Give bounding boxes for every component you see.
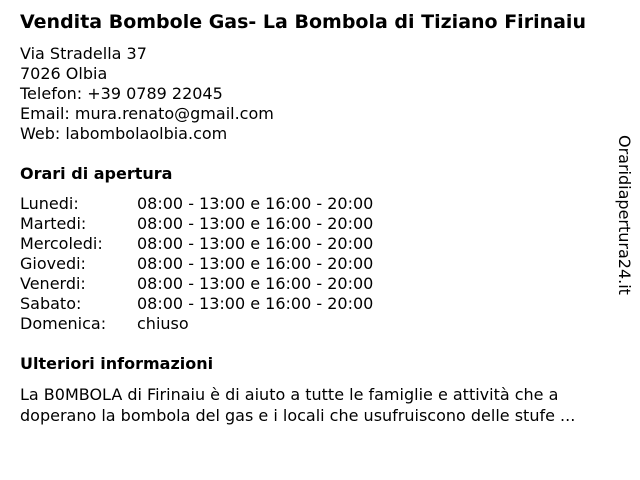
hours-row [20, 274, 610, 294]
day-label: Venerdi: [20, 274, 86, 293]
day-label: Martedi: [20, 214, 87, 233]
info-description: La B0MBOLA di Firinaiu è di aiuto a tutte le famiglie e attività che a doperano la bombola del gas e i locali che usufruiscono delle stufe ... [20, 385, 576, 425]
time-value: 08:00 - 13:00 e 16:00 - 20:00 [137, 274, 374, 293]
hours-row [20, 194, 610, 214]
postal-city: 7026 Olbia [20, 64, 108, 83]
time-value: 08:00 - 13:00 e 16:00 - 20:00 [137, 254, 374, 273]
hours-row [20, 314, 610, 334]
day-label: Domenica: [20, 314, 107, 333]
phone-line[interactable]: Telefon: +39 0789 22045 [20, 84, 223, 103]
time-value: 08:00 - 13:00 e 16:00 - 20:00 [137, 214, 374, 233]
day-label: Giovedi: [20, 254, 86, 273]
day-label: Lunedi: [20, 194, 79, 213]
address-block [20, 44, 610, 144]
web-line[interactable]: Web: labombolaolbia.com [20, 124, 228, 143]
side-brand-watermark[interactable]: Oraridiapertura24.it [615, 135, 634, 295]
hours-heading: Orari di apertura [20, 164, 173, 183]
time-value: chiuso [137, 314, 189, 333]
business-card [20, 8, 610, 426]
hours-row [20, 294, 610, 314]
info-heading: Ulteriori informazioni [20, 354, 214, 373]
hours-row [20, 234, 610, 254]
time-value: 08:00 - 13:00 e 16:00 - 20:00 [137, 294, 374, 313]
time-value: 08:00 - 13:00 e 16:00 - 20:00 [137, 194, 374, 213]
email-line[interactable]: Email: mura.renato@gmail.com [20, 104, 274, 123]
time-value: 08:00 - 13:00 e 16:00 - 20:00 [137, 234, 374, 253]
day-label: Sabato: [20, 294, 82, 313]
hours-row [20, 254, 610, 274]
business-title: Vendita Bombole Gas- La Bombola di Tiziano Firinaiu [20, 11, 586, 33]
hours-table [20, 194, 610, 334]
street-address: Via Stradella 37 [20, 44, 147, 63]
day-label: Mercoledi: [20, 234, 103, 253]
hours-row [20, 214, 610, 234]
